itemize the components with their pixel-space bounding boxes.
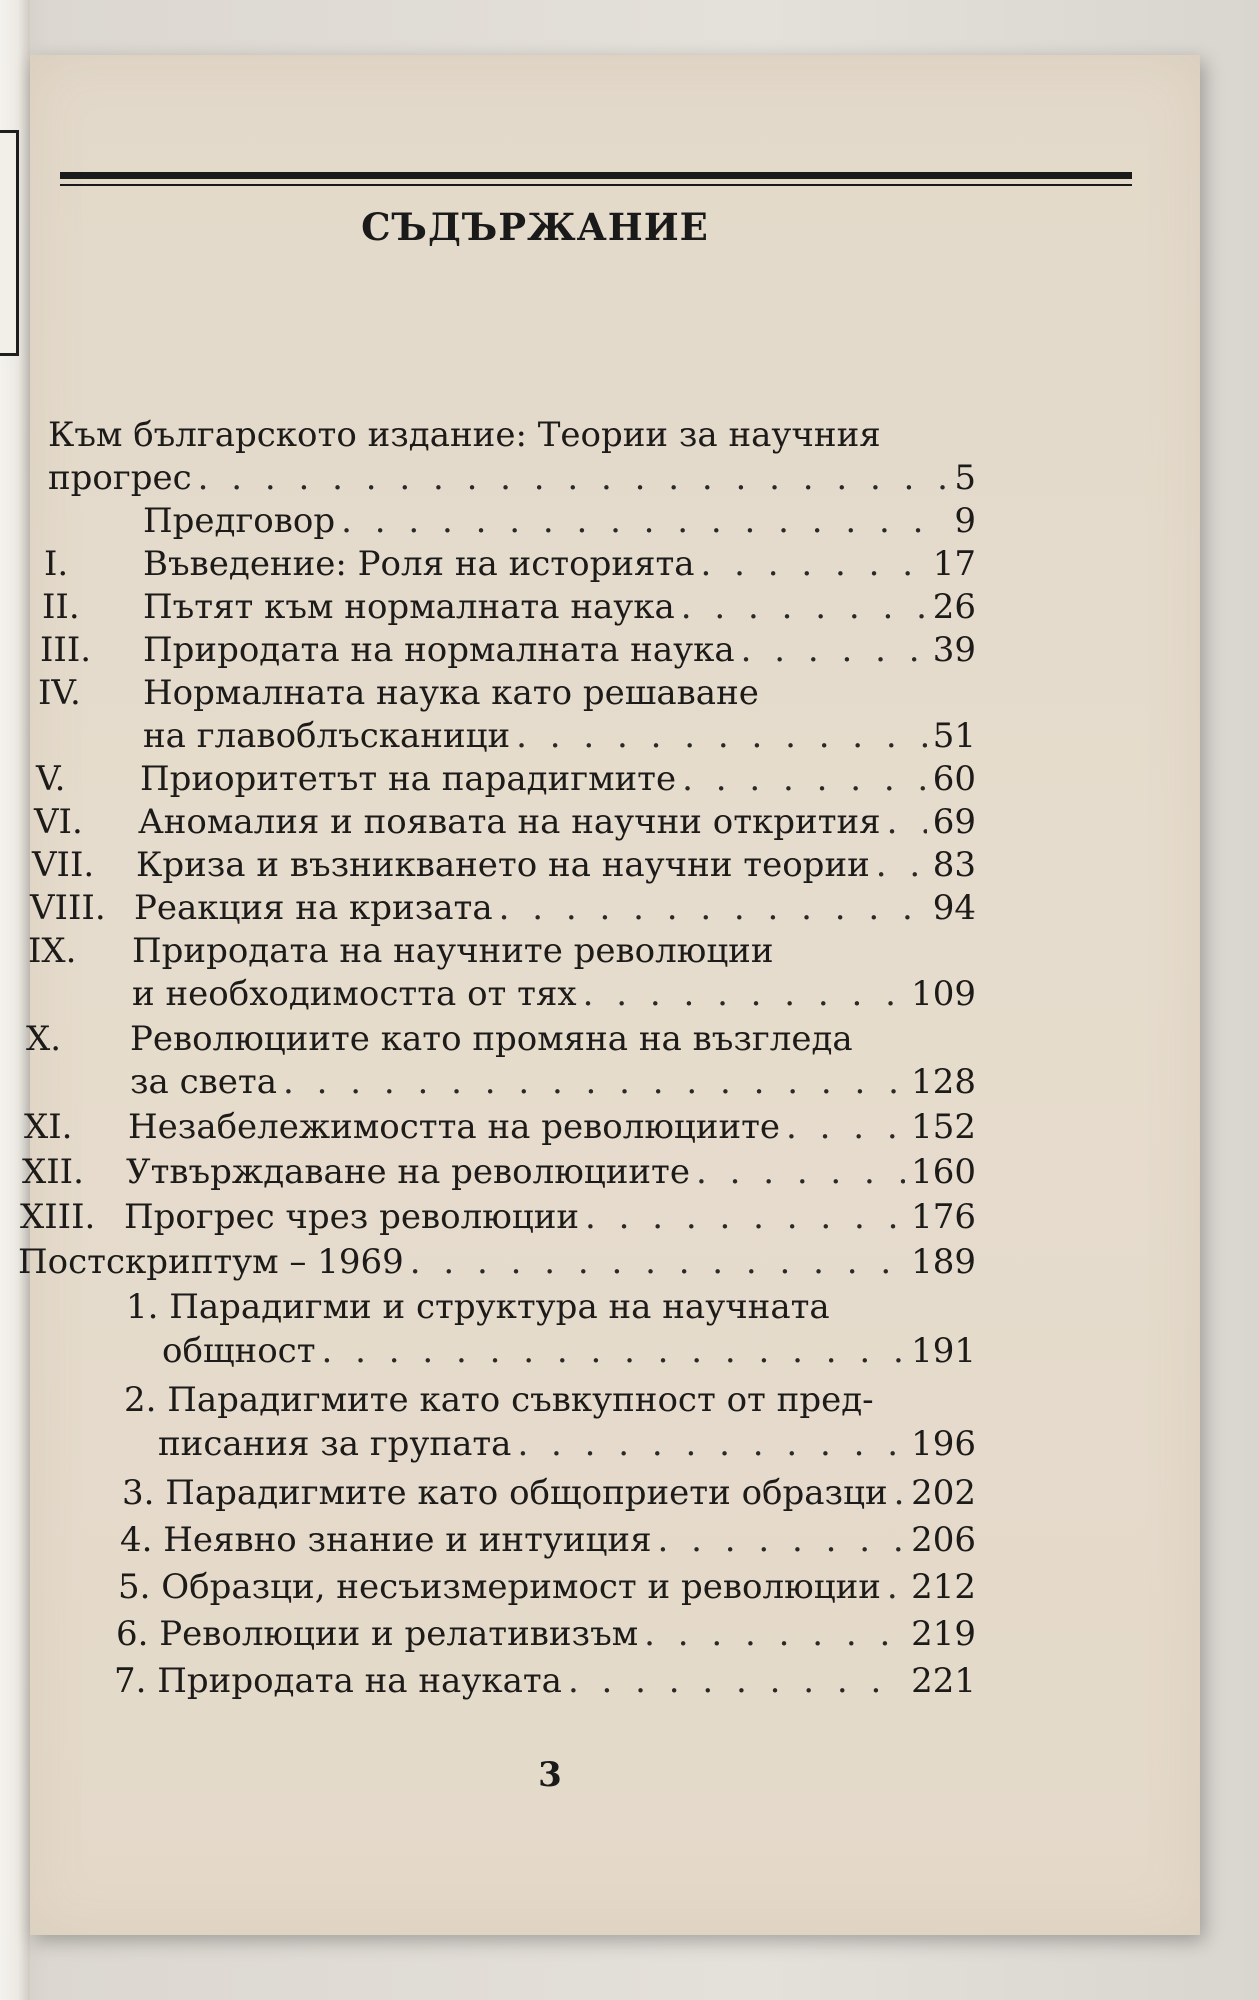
dot-leader — [322, 1331, 906, 1371]
toc-page-number: 176 — [911, 1197, 976, 1237]
chapter-numeral: IV. — [38, 673, 81, 713]
chapter-numeral: XII. — [22, 1152, 84, 1192]
dot-leader — [283, 1062, 905, 1102]
toc-page-number: 202 — [911, 1473, 976, 1513]
dot-leader — [682, 759, 927, 799]
toc-entry-text: общност — [162, 1331, 316, 1371]
dot-leader — [887, 1567, 905, 1607]
toc-page-number: 83 — [932, 845, 976, 885]
chapter-numeral: II. — [42, 587, 80, 627]
chapter-numeral: IX. — [28, 931, 77, 971]
chapter-numeral: V. — [36, 759, 66, 799]
toc-entry-line — [128, 1107, 976, 1147]
toc-entry-line — [48, 458, 976, 498]
toc-entry-text: Прогрес чрез революции — [124, 1197, 580, 1237]
toc-page-number: 9 — [954, 501, 976, 541]
dot-leader — [876, 845, 927, 885]
chapter-numeral: VIII. — [30, 888, 106, 928]
toc-entry-text: 1. Парадигми и структура на научната — [126, 1287, 830, 1327]
toc-entry-text: за света — [130, 1062, 278, 1102]
adjacent-page-frame — [0, 130, 19, 356]
toc-entry-text: 3. Парадигмите като общоприети образци — [122, 1473, 888, 1513]
toc-entry-text: Нормалната наука като решаване — [143, 673, 759, 713]
toc-page-number: 191 — [911, 1331, 976, 1371]
page-number-folio: 3 — [538, 1755, 562, 1795]
toc-entry-text: Незабележимостта на революциите — [128, 1107, 781, 1147]
dot-leader — [517, 1424, 905, 1464]
dot-leader — [499, 888, 927, 928]
toc-entry-text: писания за групата — [158, 1424, 512, 1464]
toc-entry-line — [143, 587, 976, 627]
chapter-numeral: III. — [40, 630, 92, 670]
toc-entry-line — [136, 845, 976, 885]
dot-leader — [644, 1614, 905, 1654]
toc-page-number: 60 — [932, 759, 976, 799]
header-rule-thick — [60, 172, 1132, 179]
toc-entry-line — [143, 501, 976, 541]
toc-entry-line — [132, 974, 976, 1014]
dot-leader — [786, 1107, 905, 1147]
toc-entry-line — [124, 1197, 976, 1237]
toc-entry-text: на главоблъсканици — [143, 716, 511, 756]
toc-entry-line — [116, 1614, 976, 1654]
toc-entry-text: Към българското издание: Теории за научния — [48, 415, 881, 455]
toc-page-number: 39 — [932, 630, 976, 670]
toc-page-number: 219 — [911, 1614, 976, 1654]
toc-page-number: 206 — [911, 1520, 976, 1560]
toc-entry-line — [118, 1567, 976, 1607]
toc-page-number: 94 — [932, 888, 976, 928]
toc-entry-text: Утвърждаване на революциите — [126, 1152, 690, 1192]
toc-entry-text: и необходимостта от тях — [132, 974, 577, 1014]
toc-entry-text: 5. Образци, несъизмеримост и революции — [118, 1567, 881, 1607]
toc-entry-text: Пътят към нормалната наука — [143, 587, 675, 627]
toc-entry-text: Природата на нормалната наука — [143, 630, 735, 670]
toc-page-number: 5 — [954, 458, 976, 498]
toc-page-number: 51 — [932, 716, 976, 756]
chapter-numeral: XIII. — [20, 1197, 96, 1237]
dot-leader — [585, 1197, 905, 1237]
toc-entry-line — [158, 1424, 976, 1464]
dot-leader — [681, 587, 927, 627]
dot-leader — [198, 458, 949, 498]
toc-entry-text: 4. Неявно знание и интуиция — [120, 1520, 652, 1560]
toc-entry-line — [134, 888, 976, 928]
toc-entry-text: Природата на научните революции — [132, 931, 774, 971]
toc-entry-line — [122, 1473, 976, 1513]
toc-entry-text: Постскриптум – 1969 — [18, 1242, 404, 1282]
dot-leader — [583, 974, 905, 1014]
toc-entry-text: Криза и възникването на научни теории — [136, 845, 870, 885]
chapter-numeral: XI. — [24, 1107, 73, 1147]
toc-page-number: 26 — [932, 587, 976, 627]
toc-page-number: 196 — [911, 1424, 976, 1464]
chapter-numeral: VI. — [34, 802, 83, 842]
toc-entry-text: 6. Революции и релативизъм — [116, 1614, 639, 1654]
toc-entry-text: Реакция на кризата — [134, 888, 493, 928]
toc-entry-text: Въведение: Роля на историята — [143, 544, 695, 584]
toc-entry-line — [143, 544, 976, 584]
dot-leader — [568, 1661, 905, 1701]
toc-page-number: 212 — [911, 1567, 976, 1607]
dot-leader — [887, 802, 927, 842]
header-rule-thin — [60, 184, 1132, 186]
toc-entry-text: 2. Парадигмите като съвкупност от пред- — [124, 1380, 874, 1420]
toc-page-number: 17 — [932, 544, 976, 584]
book-page — [18, 55, 1200, 1935]
dot-leader — [701, 544, 927, 584]
toc-page-number: 160 — [911, 1152, 976, 1192]
toc-page-number: 109 — [911, 974, 976, 1014]
toc-entry-text: прогрес — [48, 458, 192, 498]
toc-entry-line — [143, 716, 976, 756]
dot-leader — [410, 1242, 905, 1282]
dot-leader — [658, 1520, 906, 1560]
toc-entry-line — [162, 1331, 976, 1371]
toc-entry-line — [138, 802, 976, 842]
toc-page-number: 221 — [911, 1661, 976, 1701]
toc-entry-line — [114, 1661, 976, 1701]
toc-entry-text: Аномалия и появата на научни открития — [138, 802, 881, 842]
toc-entry-text: 7. Природата на науката — [114, 1661, 562, 1701]
dot-leader — [696, 1152, 905, 1192]
toc-entry-line — [120, 1520, 976, 1560]
toc-entry-line — [130, 1062, 976, 1102]
dot-leader — [341, 501, 948, 541]
toc-entry-text: Революциите като промяна на възгледа — [130, 1019, 853, 1059]
chapter-numeral: X. — [26, 1019, 62, 1059]
toc-entry-line — [126, 1152, 976, 1192]
dot-leader — [741, 630, 927, 670]
dot-leader — [516, 716, 927, 756]
toc-page-number: 128 — [911, 1062, 976, 1102]
toc-entry-line — [143, 630, 976, 670]
toc-entry-text: Предговор — [143, 501, 336, 541]
toc-page-number: 152 — [911, 1107, 976, 1147]
toc-entry-line — [18, 1242, 976, 1282]
dot-leader — [894, 1473, 905, 1513]
toc-page-number: 69 — [932, 802, 976, 842]
toc-entry-text: Приоритетът на парадигмите — [140, 759, 677, 799]
chapter-numeral: VII. — [32, 845, 95, 885]
chapter-numeral: I. — [44, 544, 69, 584]
toc-entry-line — [140, 759, 976, 799]
toc-page-number: 189 — [911, 1242, 976, 1282]
page-title: СЪДЪРЖАНИЕ — [361, 205, 709, 249]
